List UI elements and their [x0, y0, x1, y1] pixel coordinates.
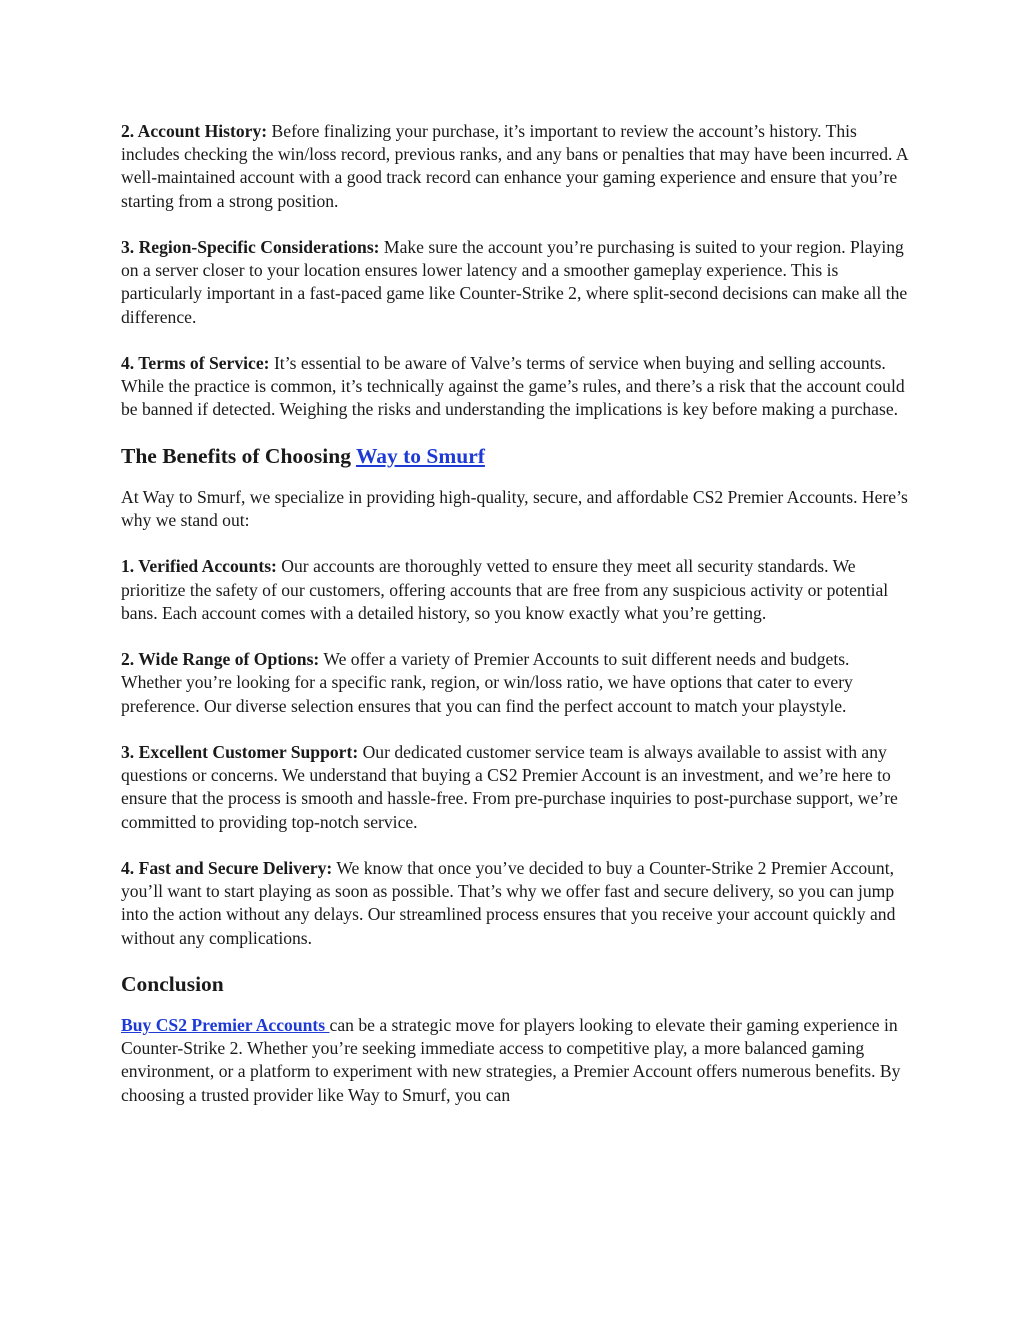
buy-cs2-premier-accounts-link[interactable]: Buy CS2 Premier Accounts: [121, 1014, 330, 1035]
label-delivery: 4. Fast and Secure Delivery:: [121, 857, 333, 878]
paragraph-customer-support: [121, 741, 911, 834]
paragraph-delivery: [121, 857, 911, 950]
paragraph-region-considerations: [121, 236, 911, 329]
text-customer-support: Our dedicated customer service team is always available to assist with any questions or concerns. We understand that buying a CS2 Premier Account is an investment, and we’re here to ensure that the process is smooth and hassle-free. From pre-purchase inquiries to post-purchase support, we’re committed to providing top-notch service.: [121, 741, 898, 832]
text-terms-of-service: It’s essential to be aware of Valve’s terms of service when buying and selling accounts. While the practice is common, it’s technically against the game’s rules, and there’s a risk that the account could be banned if detected. Weighing the risks and understanding the implications is key before making a purchase.: [121, 353, 905, 420]
label-account-history: 2. Account History:: [121, 121, 268, 141]
paragraph-intro: [121, 486, 911, 532]
heading-benefits: [121, 442, 911, 470]
label-terms-of-service: 4. Terms of Service:: [121, 353, 270, 373]
paragraph-terms-of-service: [121, 352, 911, 422]
text-region-considerations: Make sure the account you’re purchasing is suited to your region. Playing on a server closer to your location ensures lower latency and a smoother gameplay experience. This is particularly important in a fast-paced game like Counter-Strike 2, where split-second decisions can make all the difference.: [121, 237, 908, 327]
text-delivery: We know that once you’ve decided to buy a Counter-Strike 2 Premier Account, you’ll want to start playing as soon as possible. That’s why we offer fast and secure delivery, so you can jump into the action without any delays. Our streamlined process ensures that you receive your account quickly and without any complications.: [121, 857, 896, 948]
paragraph-conclusion: [121, 1014, 911, 1107]
document-body: [121, 120, 911, 1130]
heading-conclusion: Conclusion: [121, 971, 224, 996]
label-verified-accounts: 1. Verified Accounts:: [121, 556, 277, 577]
text-wide-range: We offer a variety of Premier Accounts to suit different needs and budgets. Whether you’re looking for a specific rank, region, or win/loss ratio, we have options that cater to every preference. Our diverse selection ensures that you can find the perfect account to match your playstyle.: [121, 649, 853, 716]
paragraph-account-history: [121, 120, 911, 213]
text-verified-accounts: Our accounts are thoroughly vetted to ensure they meet all security standards. We prioritize the safety of our customers, offering accounts that are free from any suspicious activity or potential bans. Each account comes with a detailed history, so you know exactly what you’re getting.: [121, 556, 889, 623]
text-conclusion: can be a strategic move for players looking to elevate their gaming experience in Counter-Strike 2. Whether you’re seeking immediate access to competitive play, a more balanced gaming environment, or a platform to experiment with new strategies, a Premier Account offers numerous benefits. By choosing a trusted provider like Way to Smurf, you can: [121, 1014, 901, 1105]
label-region-considerations: 3. Region-Specific Considerations:: [121, 237, 380, 257]
paragraph-wide-range: [121, 648, 911, 718]
way-to-smurf-link[interactable]: Way to Smurf: [355, 443, 485, 468]
heading-benefits-text: The Benefits of Choosing: [121, 443, 356, 468]
text-account-history: Before finalizing your purchase, it’s important to review the account’s history. This includes checking the win/loss record, previous ranks, and any bans or penalties that may have been incurred. A well-maintained account with a good track record can enhance your gaming experience and ensure that you’re starting from a strong position.: [121, 121, 908, 211]
paragraph-verified-accounts: [121, 555, 911, 625]
label-customer-support: 3. Excellent Customer Support:: [121, 741, 359, 762]
text-intro: At Way to Smurf, we specialize in providing high-quality, secure, and affordable CS2 Premier Accounts. Here’s why we stand out:: [121, 486, 908, 530]
label-wide-range: 2. Wide Range of Options:: [121, 649, 320, 670]
